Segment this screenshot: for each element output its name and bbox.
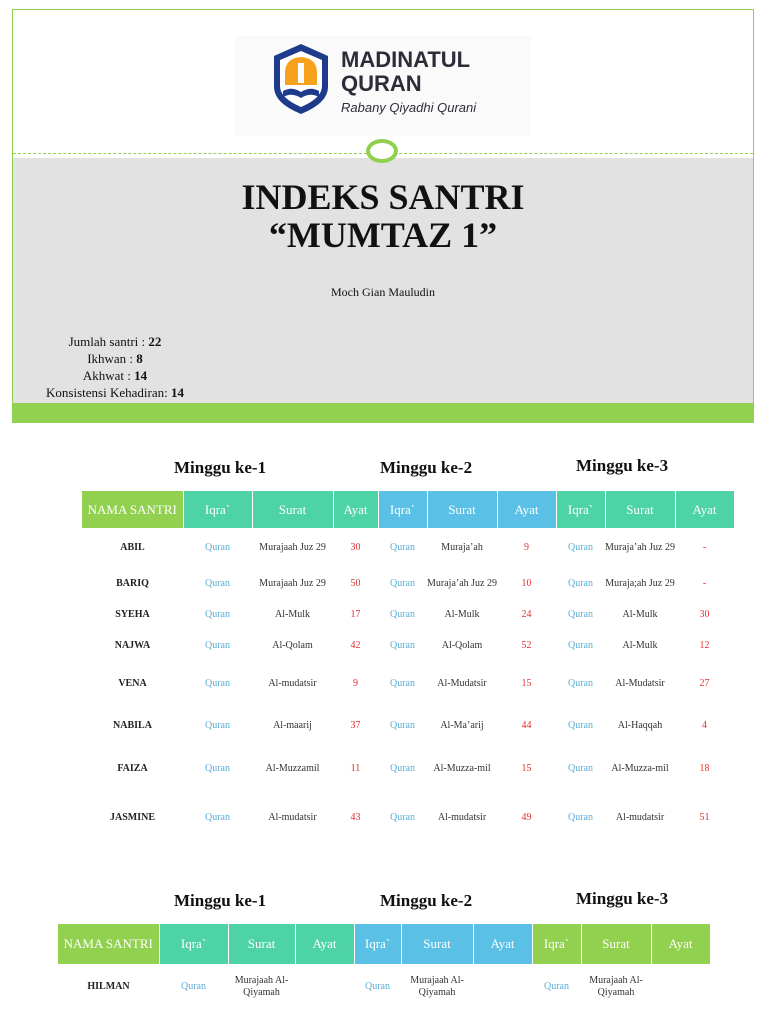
ayat-cell-w2: 15 bbox=[521, 763, 532, 774]
ayat-cell-w3: 30 bbox=[699, 609, 710, 620]
stat-ikhwan: Ikhwan : 8 bbox=[87, 351, 143, 366]
student-name: NABILA bbox=[113, 720, 152, 731]
table-row bbox=[82, 568, 734, 600]
ayat-cell-w1: 42 bbox=[350, 639, 361, 651]
surat-cell-w2: Muraja’ah Juz 29 bbox=[427, 578, 497, 589]
header-ayat-w3: Ayat bbox=[651, 924, 710, 964]
header-iqra-w3: Iqra` bbox=[532, 924, 581, 964]
iqra-cell-w1: Quran bbox=[205, 609, 230, 620]
index-table-2 bbox=[58, 924, 711, 1010]
table-row bbox=[58, 964, 710, 1010]
ring-decoration bbox=[366, 139, 398, 163]
surat-cell-w2: Al-Ma’arij bbox=[440, 720, 484, 731]
surat-cell-w3: Muraja;ah Juz 29 bbox=[605, 578, 675, 589]
stat-total: Jumlah santri : 22 bbox=[68, 334, 162, 349]
surat-cell-w1: Murajaah Juz 29 bbox=[259, 578, 326, 589]
iqra-cell-w2: Quran bbox=[390, 578, 415, 589]
table-header-row bbox=[58, 924, 710, 964]
table-row bbox=[82, 746, 734, 792]
header-surat-w3: Surat bbox=[605, 491, 675, 528]
cover-slide bbox=[12, 9, 754, 423]
ayat-cell-w2: 10 bbox=[521, 578, 532, 589]
iqra-cell-w1: Quran bbox=[205, 763, 230, 774]
header-iqra-w1: Iqra` bbox=[159, 924, 228, 964]
ayat-cell-w2: 24 bbox=[521, 609, 532, 620]
table-header-row bbox=[82, 491, 734, 528]
surat-cell-w1: Murajaah Juz 29 bbox=[259, 542, 326, 553]
iqra-cell-w2: Quran bbox=[365, 981, 390, 992]
student-name: BARIQ bbox=[116, 578, 149, 589]
iqra-cell-w2: Quran bbox=[390, 609, 415, 620]
surat-cell-w1: Al-Muzzamil bbox=[265, 763, 320, 774]
iqra-cell-w3: Quran bbox=[568, 578, 593, 589]
header-ayat-w1: Ayat bbox=[333, 491, 378, 528]
header-surat-w3: Surat bbox=[581, 924, 651, 964]
iqra-cell-w1: Quran bbox=[205, 639, 230, 651]
iqra-cell-w1: Quran bbox=[205, 677, 230, 689]
surat-cell-w1: Murajaah Al-Qiyamah bbox=[234, 975, 289, 998]
iqra-cell-w2: Quran bbox=[390, 720, 415, 731]
surat-cell-w3: Al-Haqqah bbox=[617, 720, 663, 731]
header-iqra-w2: Iqra` bbox=[354, 924, 401, 964]
iqra-cell-w2: Quran bbox=[390, 542, 415, 553]
madinatul-quran-logo-icon bbox=[269, 41, 333, 117]
header-name: NAMA SANTRI bbox=[82, 491, 183, 528]
ayat-cell-w1: 9 bbox=[353, 677, 358, 689]
week-2-heading-2: Minggu ke-2 bbox=[380, 891, 473, 910]
logo bbox=[235, 36, 531, 136]
iqra-cell-w3: Quran bbox=[568, 720, 593, 731]
ayat-cell-w2: 15 bbox=[521, 677, 532, 689]
ayat-cell-w2 bbox=[473, 964, 532, 1010]
ayat-cell-w3 bbox=[651, 964, 710, 1010]
student-name: SYEHA bbox=[115, 609, 150, 620]
surat-cell-w3: Muraja’ah Juz 29 bbox=[605, 542, 675, 553]
iqra-cell-w3: Quran bbox=[568, 639, 593, 651]
surat-cell-w2: Al-Muzza-mil bbox=[433, 763, 491, 774]
header-surat-w1: Surat bbox=[252, 491, 333, 528]
surat-cell-w2: Al-Qolam bbox=[441, 639, 483, 651]
iqra-cell-w1: Quran bbox=[205, 578, 230, 589]
table-row bbox=[82, 630, 734, 661]
stats bbox=[25, 333, 205, 401]
header-ayat-w3: Ayat bbox=[675, 491, 734, 528]
ayat-cell-w3: 12 bbox=[699, 639, 710, 651]
footer-bar bbox=[13, 403, 753, 422]
surat-cell-w1: Al-maarij bbox=[273, 720, 312, 731]
table-row bbox=[82, 661, 734, 706]
table-row bbox=[82, 600, 734, 630]
iqra-cell-w1: Quran bbox=[205, 812, 230, 823]
ayat-cell-w1: 37 bbox=[350, 720, 361, 731]
header-ayat-w1: Ayat bbox=[295, 924, 354, 964]
iqra-cell-w3: Quran bbox=[568, 542, 593, 553]
ayat-cell-w2: 9 bbox=[524, 542, 529, 553]
header-surat-w2: Surat bbox=[427, 491, 497, 528]
surat-cell-w2: Al-Mudatsir bbox=[437, 677, 487, 689]
table-row bbox=[82, 792, 734, 844]
student-name: HILMAN bbox=[87, 981, 130, 992]
week-1-heading-2: Minggu ke-1 bbox=[174, 891, 267, 910]
ayat-cell-w2: 52 bbox=[521, 639, 532, 651]
student-name: JASMINE bbox=[109, 812, 155, 823]
header-name: NAMA SANTRI bbox=[58, 924, 159, 964]
surat-cell-w2: Al-Mulk bbox=[444, 609, 480, 620]
surat-cell-w2: Muraja’ah bbox=[441, 542, 483, 553]
week-2-heading: Minggu ke-2 bbox=[380, 458, 473, 477]
student-name: VENA bbox=[118, 677, 147, 689]
surat-cell-w1: Al-Mulk bbox=[275, 609, 310, 620]
header-surat-w1: Surat bbox=[228, 924, 295, 964]
surat-cell-w3: Murajaah Al-Qiyamah bbox=[589, 975, 643, 998]
student-name: FAIZA bbox=[117, 763, 148, 774]
title-line-1: INDEKS SANTRI bbox=[241, 177, 525, 217]
author: Moch Gian Mauludin bbox=[331, 285, 435, 299]
header-iqra-w3: Iqra` bbox=[556, 491, 605, 528]
surat-cell-w3: Al-Muzza-mil bbox=[611, 763, 669, 774]
surat-cell-w2: Al-mudatsir bbox=[437, 812, 487, 823]
week-1-heading: Minggu ke-1 bbox=[174, 458, 267, 477]
student-name: NAJWA bbox=[114, 639, 151, 651]
stat-attendance: Konsistensi Kehadiran: 14 bbox=[46, 385, 184, 400]
ayat-cell-w2: 44 bbox=[521, 720, 532, 731]
ayat-cell-w1: 50 bbox=[350, 578, 361, 589]
iqra-cell-w1: Quran bbox=[205, 720, 230, 731]
surat-cell-w3: Al-mudatsir bbox=[615, 812, 665, 823]
ayat-cell-w3: - bbox=[702, 578, 707, 589]
logo-tagline: Rabany Qiyadhi Qurani bbox=[341, 100, 477, 115]
iqra-cell-w3: Quran bbox=[568, 812, 593, 823]
iqra-cell-w1: Quran bbox=[181, 981, 206, 992]
iqra-cell-w2: Quran bbox=[390, 677, 415, 689]
ayat-cell-w2: 49 bbox=[521, 812, 532, 823]
surat-cell-w1: Al-Qolam bbox=[272, 639, 313, 651]
header-iqra-w2: Iqra` bbox=[378, 491, 427, 528]
ayat-cell-w1: 11 bbox=[350, 763, 361, 774]
week-3-heading-2: Minggu ke-3 bbox=[576, 889, 669, 908]
header-ayat-w2: Ayat bbox=[473, 924, 532, 964]
iqra-cell-w2: Quran bbox=[390, 763, 415, 774]
ayat-cell-w3: 18 bbox=[699, 763, 710, 774]
index-table-1 bbox=[82, 491, 735, 844]
iqra-cell-w3: Quran bbox=[568, 677, 593, 689]
ayat-cell-w3: 51 bbox=[699, 812, 710, 823]
surat-cell-w1: Al-mudatsir bbox=[268, 812, 317, 823]
iqra-cell-w1: Quran bbox=[205, 542, 230, 553]
header-ayat-w2: Ayat bbox=[497, 491, 556, 528]
ayat-cell-w1: 43 bbox=[350, 812, 361, 823]
surat-cell-w3: Al-Mudatsir bbox=[615, 677, 665, 689]
ayat-cell-w1: 17 bbox=[350, 609, 361, 620]
iqra-cell-w3: Quran bbox=[568, 763, 593, 774]
surat-cell-w3: Al-Mulk bbox=[622, 609, 658, 620]
header-surat-w2: Surat bbox=[401, 924, 473, 964]
table-row bbox=[82, 706, 734, 746]
iqra-cell-w2: Quran bbox=[390, 812, 415, 823]
ayat-cell-w3: 4 bbox=[702, 720, 707, 731]
surat-cell-w2: Murajaah Al-Qiyamah bbox=[410, 975, 464, 998]
surat-cell-w1: Al-mudatsir bbox=[268, 677, 317, 689]
week-3-heading: Minggu ke-3 bbox=[576, 456, 669, 475]
ayat-cell-w1 bbox=[295, 964, 354, 1010]
iqra-cell-w2: Quran bbox=[390, 639, 415, 651]
ayat-cell-w3: - bbox=[702, 542, 707, 553]
stat-akhwat: Akhwat : 14 bbox=[82, 368, 148, 383]
table-row bbox=[82, 528, 734, 568]
surat-cell-w3: Al-Mulk bbox=[622, 639, 658, 651]
header-iqra-w1: Iqra` bbox=[183, 491, 252, 528]
ayat-cell-w1: 30 bbox=[350, 542, 361, 553]
title-line-2: “MUMTAZ 1” bbox=[268, 215, 498, 255]
logo-name: MADINATUL QURAN bbox=[341, 47, 471, 96]
ayat-cell-w3: 27 bbox=[699, 677, 710, 689]
iqra-cell-w3: Quran bbox=[568, 609, 593, 620]
student-name: ABIL bbox=[120, 542, 145, 553]
iqra-cell-w3: Quran bbox=[544, 981, 569, 992]
